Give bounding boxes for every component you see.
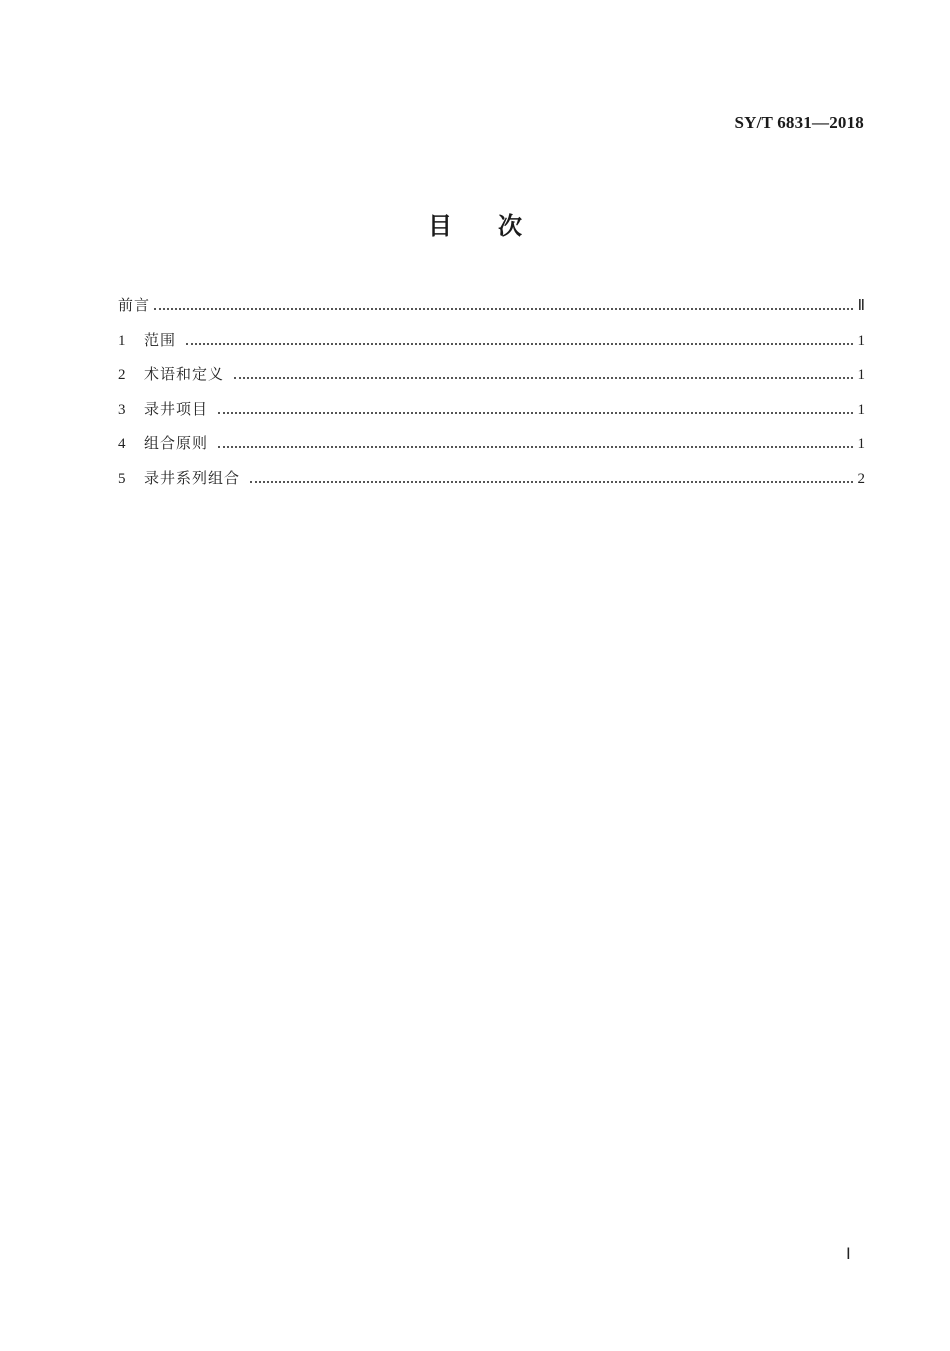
toc-entry-label: 组合原则 bbox=[144, 434, 209, 452]
toc-entry-page: 1 bbox=[857, 332, 865, 349]
toc-entry-logging-items[interactable] bbox=[118, 398, 865, 433]
toc-leader-dots bbox=[186, 342, 853, 345]
toc-entry-page: 2 bbox=[857, 470, 865, 487]
toc-entry-number: 5 bbox=[118, 470, 126, 487]
toc-leader-dots bbox=[154, 307, 853, 310]
page-number: Ⅰ bbox=[846, 1246, 851, 1263]
toc-entry-page: 1 bbox=[857, 436, 865, 452]
toc-entry-series[interactable] bbox=[118, 467, 865, 502]
toc-entry-number: 4 bbox=[118, 436, 126, 452]
toc-entry-scope[interactable] bbox=[118, 329, 865, 364]
toc-entry-label: 录井系列组合 bbox=[144, 468, 241, 487]
toc-entry-terms[interactable] bbox=[118, 363, 865, 398]
toc-entry-number: 3 bbox=[118, 401, 126, 418]
toc-entry-foreword[interactable] bbox=[118, 294, 865, 329]
toc-entry-label: 录井项目 bbox=[144, 399, 209, 418]
toc-entry-label: 范围 bbox=[144, 330, 177, 349]
toc-entry-page: Ⅱ bbox=[857, 298, 865, 314]
toc-title: 目次 bbox=[428, 212, 568, 240]
toc-leader-dots bbox=[250, 480, 853, 483]
toc-entry-page: 1 bbox=[857, 367, 865, 383]
toc-entry-page: 1 bbox=[857, 401, 865, 418]
toc-entry-label: 术语和定义 bbox=[144, 365, 225, 383]
toc-leader-dots bbox=[218, 411, 853, 414]
toc-leader-dots bbox=[234, 376, 853, 379]
toc-entry-number: 1 bbox=[118, 332, 126, 349]
standard-code: SY/T 6831—2018 bbox=[734, 113, 864, 132]
toc-entry-principles[interactable] bbox=[118, 432, 865, 467]
toc-entry-label: 前言 bbox=[118, 296, 151, 314]
toc-entry-number: 2 bbox=[118, 367, 126, 383]
table-of-contents bbox=[118, 294, 865, 501]
toc-leader-dots bbox=[218, 445, 853, 448]
